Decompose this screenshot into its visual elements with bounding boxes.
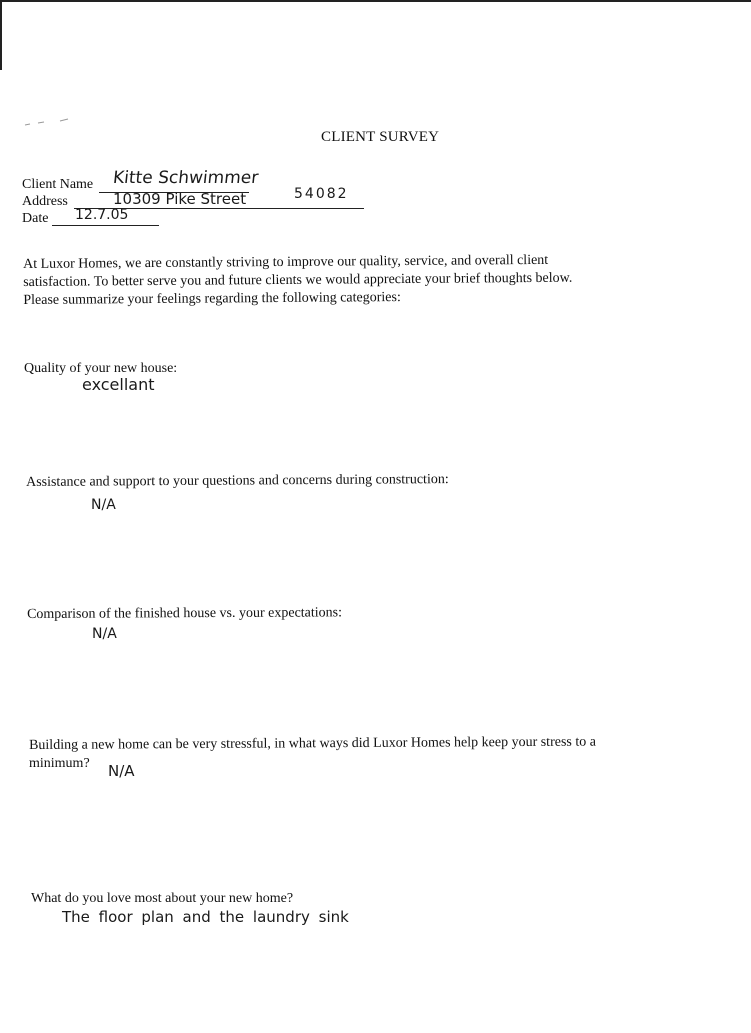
scan-edge-left [0,0,2,70]
address-label: Address [22,194,68,209]
survey-title: CLIENT SURVEY [321,129,440,145]
client-name-value[interactable]: Kitte Schwimmer [112,168,260,188]
question-5: What do you love most about your new home? [31,891,294,906]
question-4-continued: minimum? [29,756,90,771]
date-label: Date [22,211,49,226]
address-value[interactable]: 10309 Pike Street [113,190,247,208]
date-line [52,225,159,226]
answer-3[interactable]: N/A [92,626,117,642]
client-name-label: Client Name [22,177,94,192]
intro-line-3: Please summarize your feelings regarding the following categories: [23,290,401,308]
answer-1[interactable]: excellant [82,375,155,394]
intro-line-2: satisfaction. To better serve you and future clients we would appreciate your brief thoughts below. [23,270,573,290]
question-3: Comparison of the finished house vs. your expectations: [27,605,343,622]
stray-pen-mark [24,118,70,128]
intro-line-1: At Luxor Homes, we are constantly striving to improve our quality, service, and overall client [23,252,549,272]
answer-5[interactable]: The floor plan and the laundry sink [62,908,349,926]
intro-paragraph [23,252,573,310]
question-2: Assistance and support to your questions and concerns during construction: [26,472,449,490]
answer-4[interactable]: N/A [108,762,135,780]
answer-2[interactable]: N/A [91,497,116,513]
scan-edge-top [0,0,751,2]
question-4: Building a new home can be very stressful, in what ways did Luxor Homes help keep your stress to a [29,734,596,753]
code-value[interactable]: 54082 [294,186,349,202]
date-value[interactable]: 12.7.05 [75,207,129,223]
question-1: Quality of your new house: [24,361,178,376]
